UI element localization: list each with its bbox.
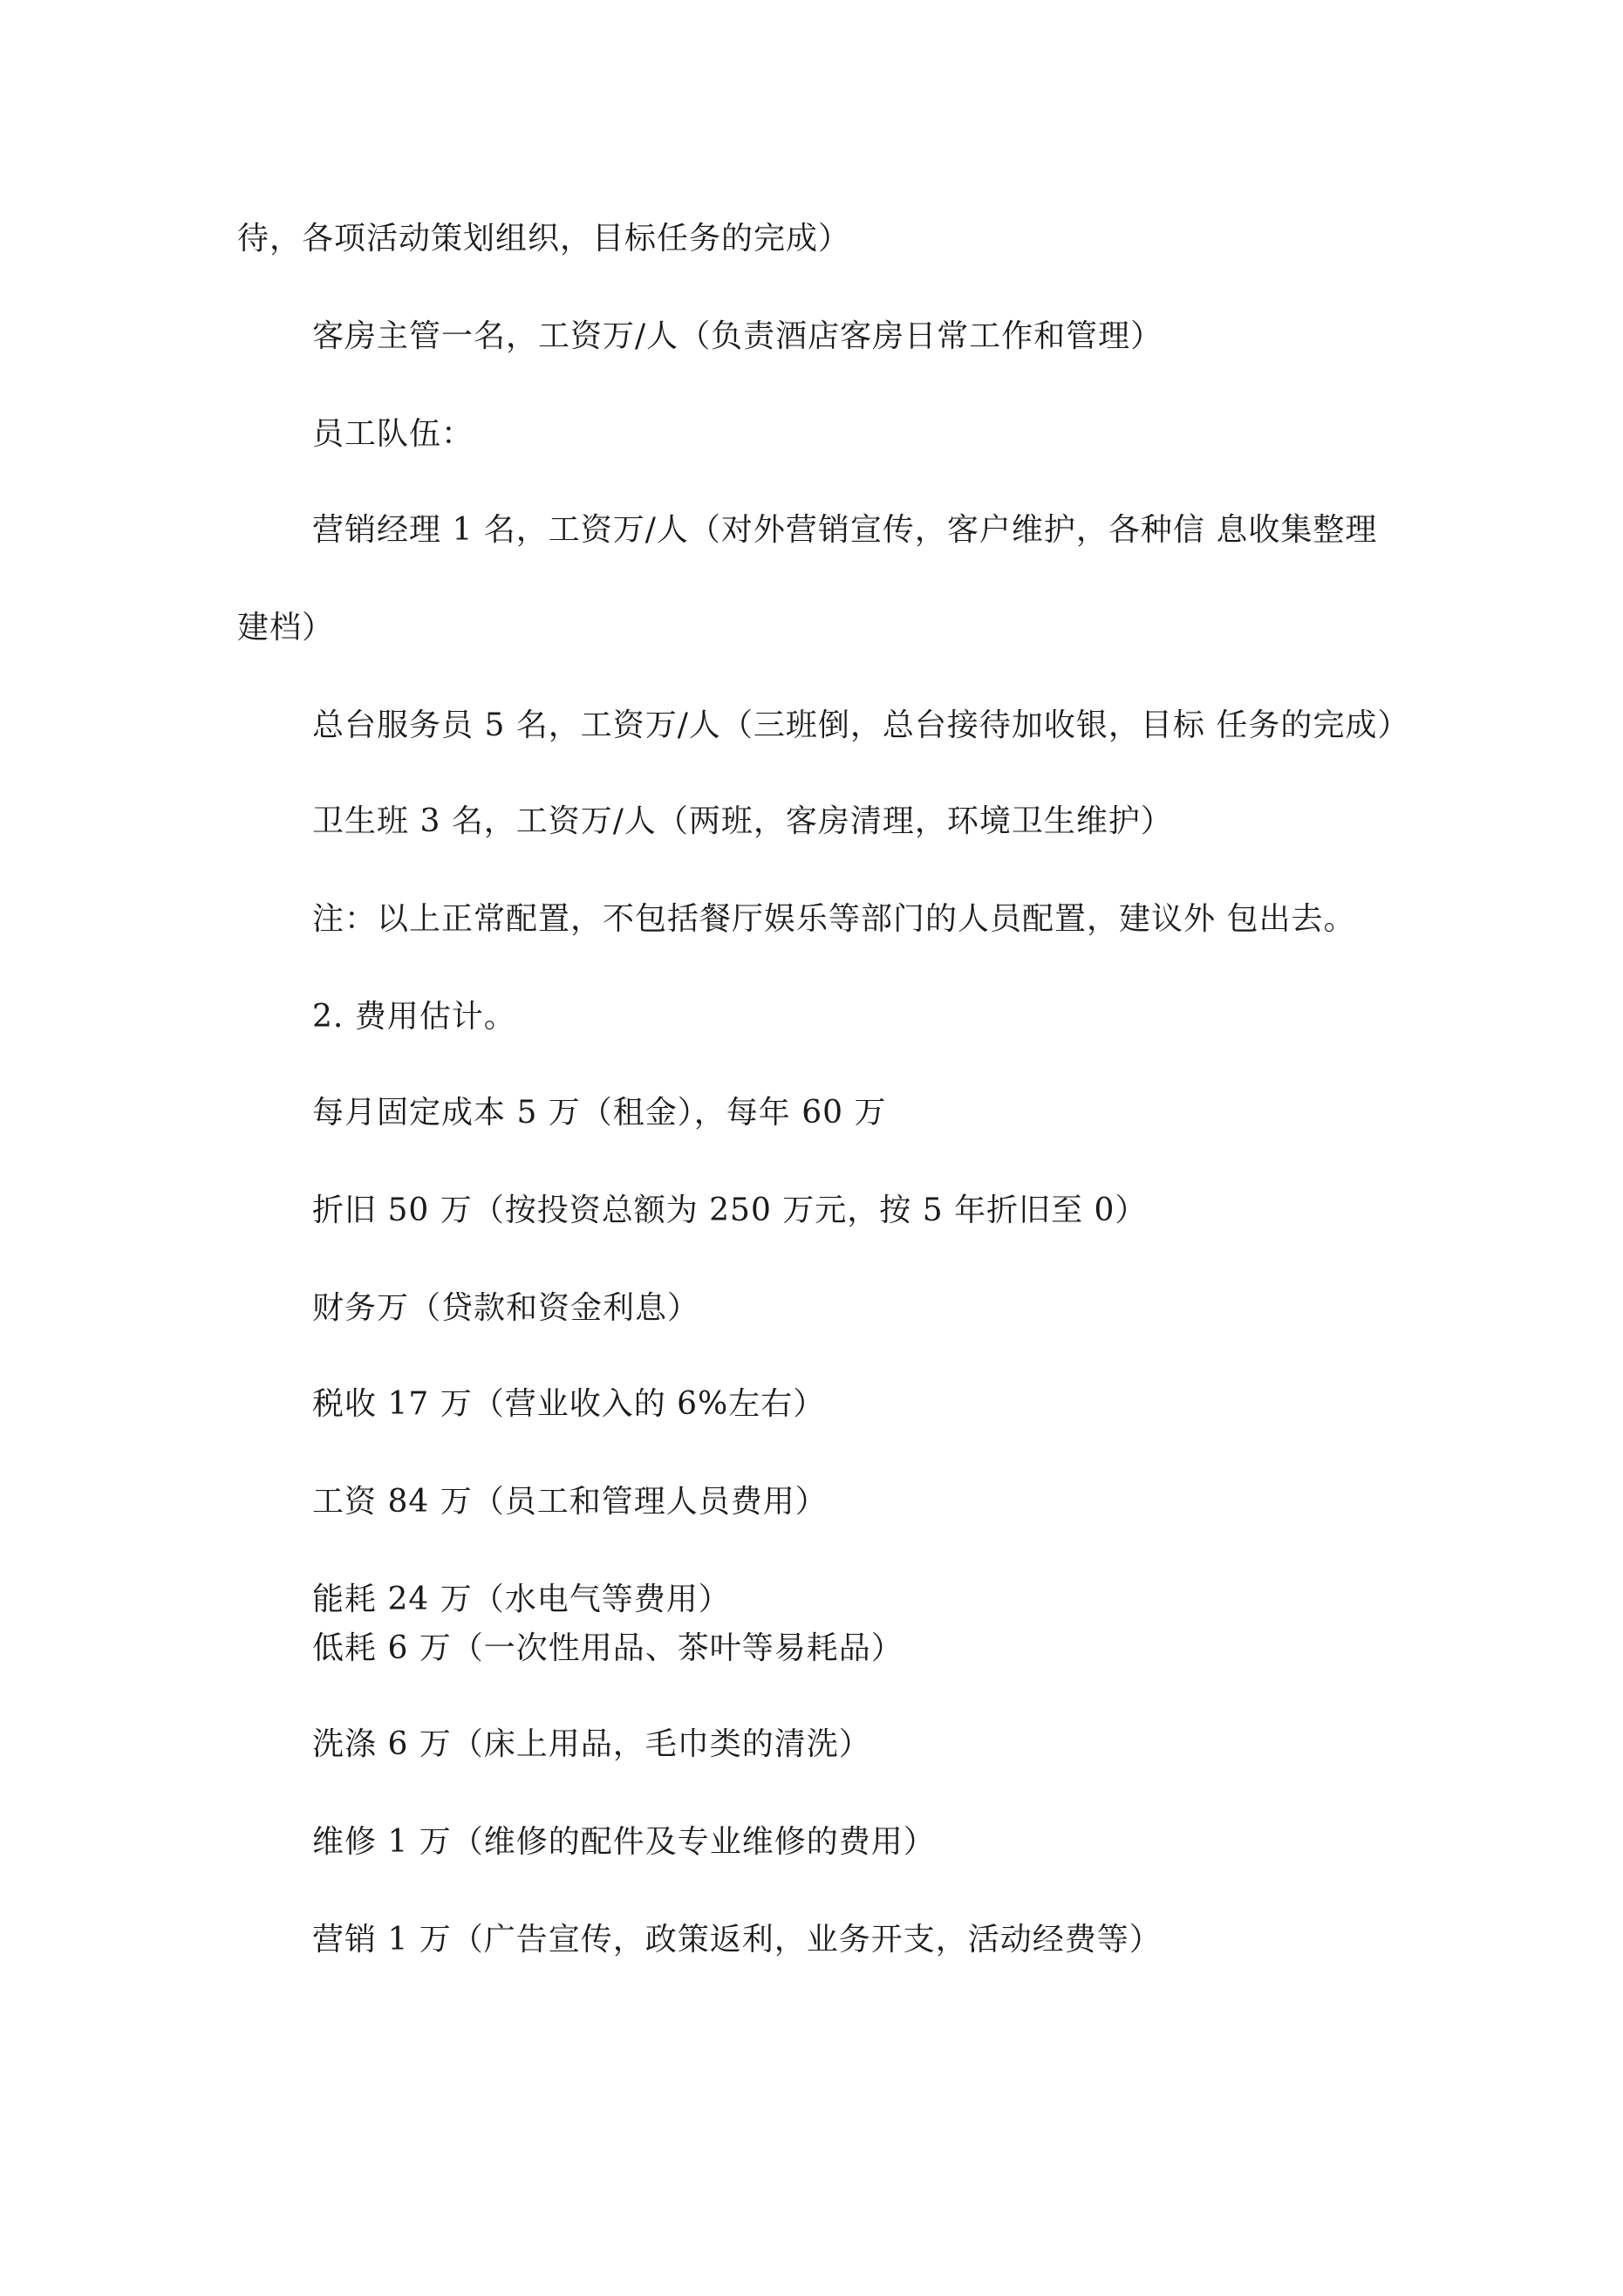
text-line-note: 注：以上正常配置，不包括餐厅娱乐等部门的人员配置，建议外 包出去。 bbox=[312, 901, 1356, 937]
text-line-marketing-manager-continued: 建档） bbox=[237, 610, 335, 646]
text-line-housekeeping-supervisor: 客房主管一名，工资万/人（负责酒店客房日常工作和管理） bbox=[312, 318, 1163, 354]
text-line-cleaning-team: 卫生班 3 名，工资万/人（两班，客房清理，环境卫生维护） bbox=[312, 803, 1173, 839]
text-line-marketing: 营销 1 万（广告宣传，政策返利，业务开支，活动经费等） bbox=[312, 1922, 1162, 1958]
text-line-front-desk: 总台服务员 5 名，工资万/人（三班倒，总台接待加收银，目标 任务的完成） bbox=[312, 707, 1410, 743]
text-line-continuation: 待，各项活动策划组织，目标任务的完成） bbox=[237, 221, 851, 256]
text-line-depreciation: 折旧 50 万（按投资总额为 250 万元，按 5 年折旧至 0） bbox=[312, 1192, 1148, 1228]
text-line-maintenance: 维修 1 万（维修的配件及专业维修的费用） bbox=[312, 1824, 936, 1860]
text-line-energy: 能耗 24 万（水电气等费用） bbox=[312, 1582, 731, 1617]
text-line-tax: 税收 17 万（营业收入的 6%左右） bbox=[312, 1386, 826, 1422]
text-line-finance: 财务万（贷款和资金利息） bbox=[312, 1290, 700, 1326]
text-line-wages: 工资 84 万（员工和管理人员费用） bbox=[312, 1484, 828, 1520]
text-line-marketing-manager: 营销经理 1 名，工资万/人（对外营销宣传，客户维护，各种信 息收集整理 bbox=[312, 512, 1378, 548]
text-line-fixed-cost: 每月固定成本 5 万（租金），每年 60 万 bbox=[312, 1095, 887, 1131]
text-line-laundry: 洗涤 6 万（床上用品，毛巾类的清洗） bbox=[312, 1726, 871, 1762]
text-line-staff-heading: 员工队伍： bbox=[312, 416, 474, 452]
text-line-cost-heading: 2. 费用估计。 bbox=[312, 999, 516, 1035]
text-line-consumables: 低耗 6 万（一次性用品、茶叶等易耗品） bbox=[312, 1630, 904, 1666]
